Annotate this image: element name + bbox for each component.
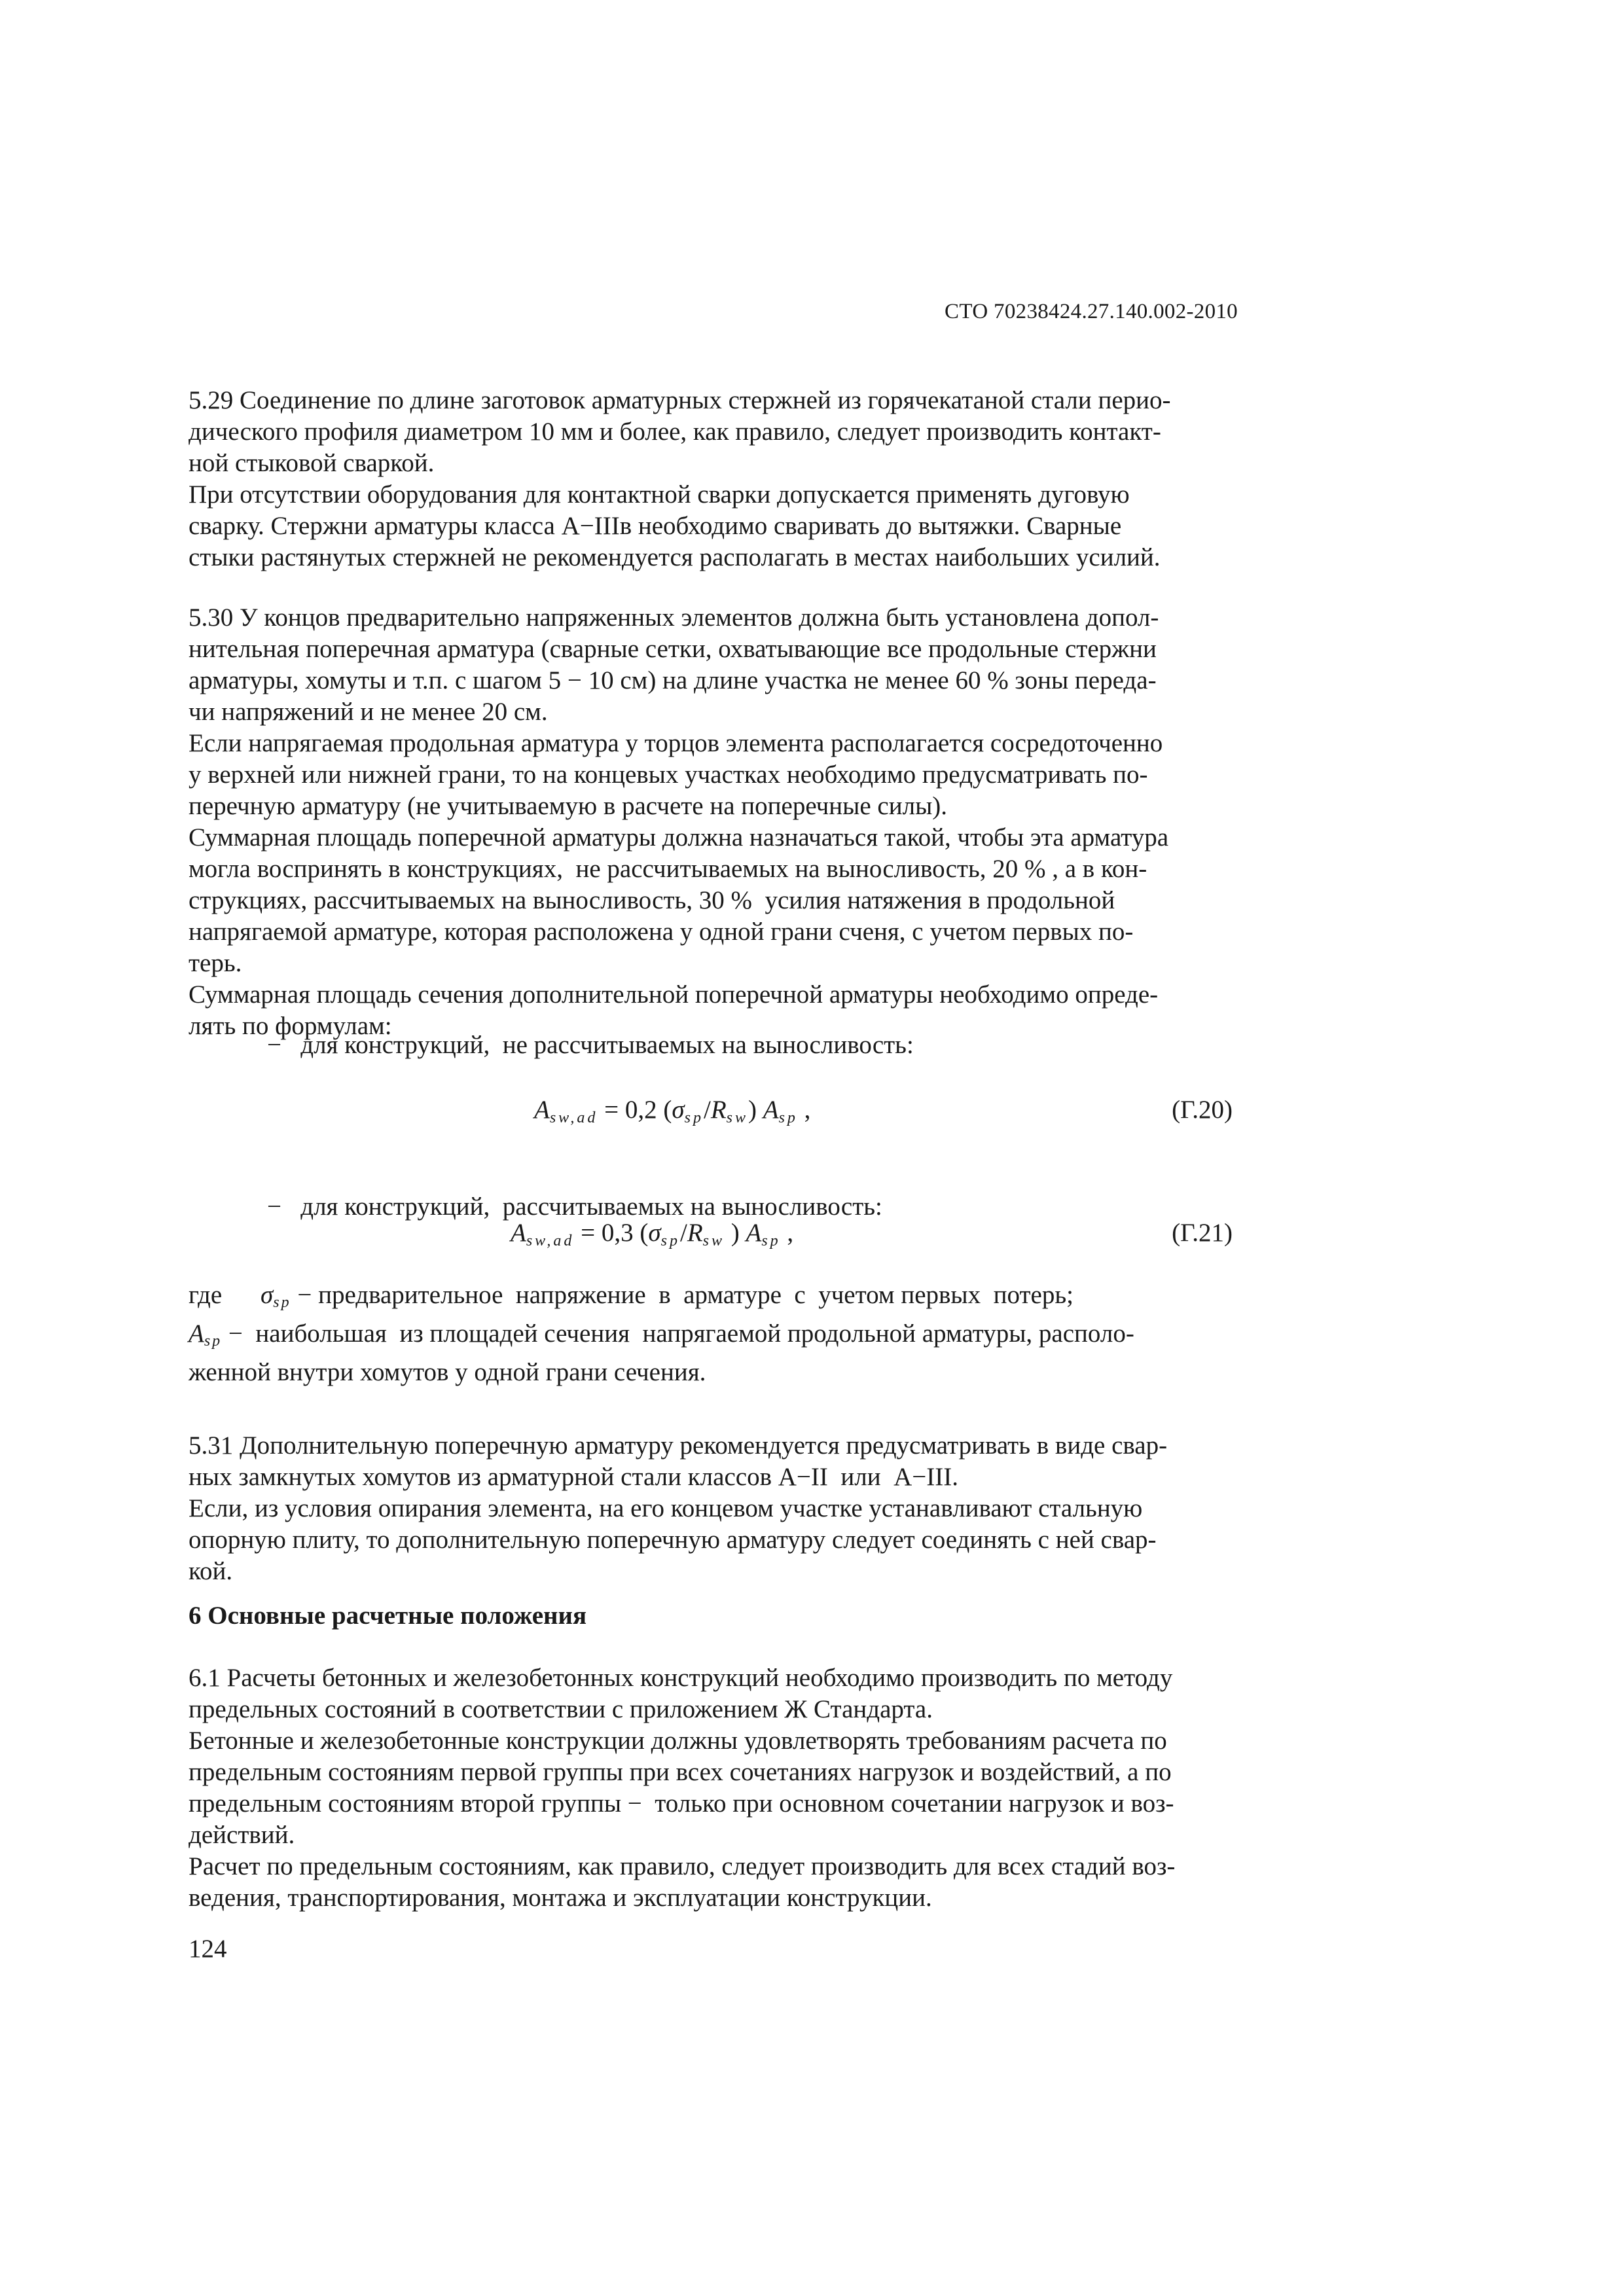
paragraph-6-1 (189, 1662, 1233, 1914)
text-line: Суммарная площадь поперечной арматуры должна назначаться такой, чтобы эта арматура (189, 823, 1169, 852)
formula-symbol: σ (648, 1219, 661, 1247)
text-line: арматуры, хомуты и т.п. с шагом 5 − 10 см) на длине участка не менее 60 % зоны переда- (189, 666, 1157, 694)
legend-line-sigma (189, 1280, 1233, 1318)
legend-line-area (189, 1318, 1233, 1357)
text-line: ной стыковой сваркой. (189, 449, 435, 477)
text-line: 6.1 Расчеты бетонных и железобетонных конструкций необходимо производить по методу (189, 1664, 1173, 1692)
text-line: Если напрягаемая продольная арматура у торцов элемента располагается сосредоточенно (189, 729, 1163, 757)
text-line: предельным состояниям первой группы при всех сочетаниях нагрузок и воздействий, а по (189, 1758, 1172, 1786)
section-heading: 6 Основные расчетные положения (189, 1602, 587, 1630)
text-line: 5.29 Соединение по длине заготовок арматурных стержней из горячекатаной стали перио- (189, 386, 1171, 414)
formula-text: ) (748, 1096, 763, 1124)
text-line: могла воспринять в конструкциях, не рассчитываемых на выносливость, 20 % , а в кон- (189, 855, 1147, 883)
text-line: Если, из условия опирания элемента, на его концевом участке устанавливают стальную (189, 1494, 1143, 1522)
legend-text: − предварительное напряжение в арматуре с учетом первых потерь; (291, 1281, 1074, 1309)
text-line: Расчет по предельным состояниям, как правило, следует производить для всех стадий воз- (189, 1852, 1176, 1880)
text-line: лять по формулам: (189, 1012, 392, 1040)
formula-text: ) (725, 1219, 746, 1247)
formula-text: / (703, 1096, 711, 1124)
formula-text: / (679, 1219, 687, 1247)
formula-subscript: sp (684, 1109, 704, 1126)
text-line: стыки растянутых стержней не рекомендуется располагать в местах наибольших усилий. (189, 543, 1161, 571)
text-line: 5.31 Дополнительную поперечную арматуру рекомендуется предусматривать в виде свар- (189, 1431, 1168, 1460)
formula-symbol: A (189, 1319, 204, 1348)
formula-text: , (780, 1219, 794, 1247)
formula-symbol: R (687, 1219, 703, 1247)
formula-g21 (511, 1217, 793, 1257)
text-line: предельным состояниям второй группы − только при основном сочетании нагрузок и воз- (189, 1789, 1174, 1818)
formula-subscript: sw (702, 1232, 725, 1249)
legend-where-word: где (189, 1281, 223, 1309)
list-item-not-fatigue: − для конструкций, не рассчитываемых на выносливость: (267, 1031, 914, 1059)
paragraph-5-29 (189, 385, 1233, 573)
formula-g20 (534, 1094, 810, 1134)
formula-symbol: σ (672, 1096, 685, 1124)
formula-subscript: sw (726, 1109, 748, 1126)
legend-line-continued: женной внутри хомутов у одной грани сечения. (189, 1358, 706, 1386)
text-line: предельных состояний в соответствии с приложением Ж Стандарта. (189, 1695, 933, 1723)
formula-symbol: A (763, 1096, 779, 1124)
formula-subscript: sp (761, 1232, 781, 1249)
legend-text: − наибольшая из площадей сечения напрягаемой продольной арматуры, располо- (222, 1319, 1134, 1348)
text-line: чи напряжений и не менее 20 см. (189, 698, 548, 726)
text-line: кой. (189, 1557, 233, 1585)
text-line: ведения, транспортирования, монтажа и эксплуатации конструкции. (189, 1884, 932, 1912)
formula-text: = 0,2 ( (598, 1096, 672, 1124)
text-line: действий. (189, 1821, 295, 1849)
text-line: напрягаемой арматуре, которая расположена у одной грани сченя, с учетом первых по- (189, 918, 1134, 946)
formula-symbol: A (746, 1219, 762, 1247)
text-line: терь. (189, 949, 242, 977)
formula-symbol: A (534, 1096, 550, 1124)
text-line: опорную плиту, то дополнительную поперечную арматуру следует соединять с ней свар- (189, 1526, 1157, 1554)
text-line: струкциях, рассчитываемых на выносливость, 30 % усилия натяжения в продольной (189, 886, 1115, 914)
formula-symbol: A (511, 1219, 526, 1247)
formula-text: , (797, 1096, 811, 1124)
formula-legend (189, 1280, 1233, 1388)
formula-subscript: sp (778, 1109, 798, 1126)
paragraph-5-30 (189, 602, 1233, 1042)
equation-number-g21: (Г.21) (1172, 1219, 1233, 1247)
formula-subscript: sw,ad (526, 1232, 575, 1249)
paragraph-5-31 (189, 1430, 1233, 1587)
document-code: СТО 70238424.27.140.002-2010 (945, 300, 1238, 323)
list-item-fatigue: − для конструкций, рассчитываемых на выносливость: (267, 1193, 882, 1221)
text-line: дического профиля диаметром 10 мм и более, как правило, следует производить контакт- (189, 418, 1161, 446)
formula-subscript: sp (273, 1294, 291, 1311)
formula-text: = 0,3 ( (574, 1219, 649, 1247)
formula-symbol: R (710, 1096, 727, 1124)
equation-number-g20: (Г.20) (1172, 1096, 1233, 1124)
formula-subscript: sp (204, 1333, 223, 1350)
text-line: Бетонные и железобетонные конструкции должны удовлетворять требованиям расчета по (189, 1727, 1167, 1755)
text-line: сварку. Стержни арматуры класса А−IIIв необходимо сваривать до вытяжки. Сварные (189, 512, 1122, 540)
page-number: 124 (189, 1935, 227, 1963)
text-line: При отсутствии оборудования для контактной сварки допускается применять дуговую (189, 480, 1130, 509)
text-line: у верхней или нижней грани, то на концевых участках необходимо предусматривать по- (189, 761, 1148, 789)
text-line: перечную арматуру (не учитываемую в расчете на поперечные силы). (189, 792, 948, 820)
text-line: Суммарная площадь сечения дополнительной поперечной арматуры необходимо опреде- (189, 980, 1159, 1009)
text-line: нительная поперечная арматура (сварные сетки, охватывающие все продольные стержни (189, 635, 1157, 663)
text-line: 5.30 У концов предварительно напряженных элементов должна быть установлена допол- (189, 603, 1159, 632)
formula-symbol: σ (261, 1281, 274, 1309)
formula-subscript: sw,ad (549, 1109, 598, 1126)
text-line: ных замкнутых хомутов из арматурной стали классов А−II или А−III. (189, 1463, 958, 1491)
formula-subscript: sp (660, 1232, 680, 1249)
